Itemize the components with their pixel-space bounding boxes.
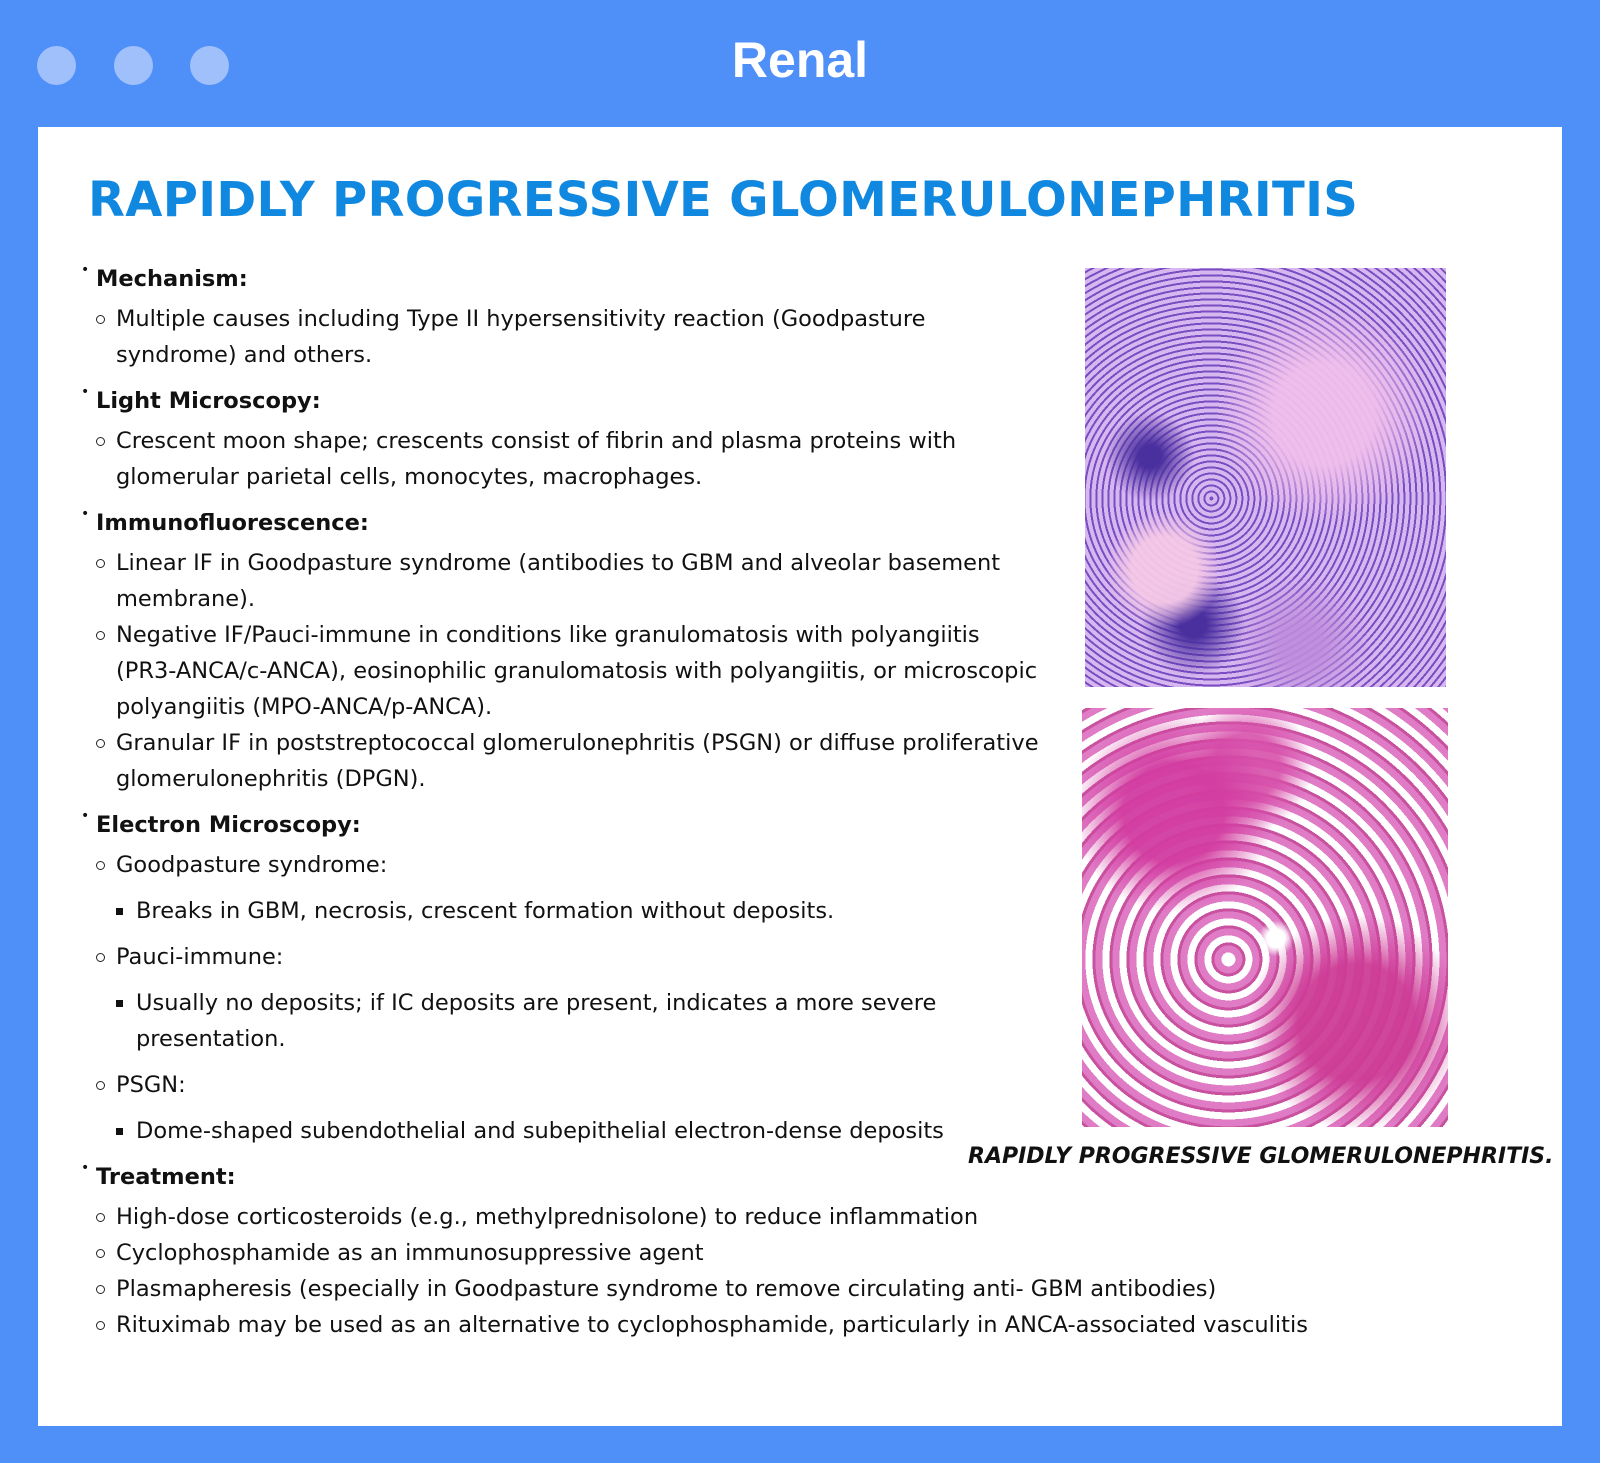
section-title: • Electron Microscopy: — [96, 812, 361, 838]
section-treatment — [78, 1157, 1518, 1343]
window-titlebar — [0, 0, 1600, 127]
list-item: Crescent moon shape; crescents consist of fibrin and plasma proteins with glomerular parietal cells, monocytes, macrophages. — [96, 423, 1046, 495]
list-item: Rituximab may be used as an alternative to cyclophosphamide, particularly in ANCA-associated vasculitis — [96, 1307, 1518, 1343]
list-item: Negative IF/Pauci-immune in conditions like granulomatosis with polyangiitis (PR3-ANCA/c-ANCA), eosinophilic granulomatosis with polyangiitis, or microscopic polyangiitis (MPO-ANCA/p-ANCA). — [96, 617, 1046, 725]
list-item: PSGN: Dome-shaped subendothelial and subepithelial electron-dense deposits — [96, 1067, 1046, 1149]
page-heading: RAPIDLY PROGRESSIVE GLOMERULONEPHRITIS — [88, 172, 1359, 228]
section-title: • Immunofluorescence: — [96, 510, 369, 536]
histology-image-purple — [1085, 268, 1446, 687]
list-item: Usually no deposits; if IC deposits are present, indicates a more severe presentation. — [116, 985, 946, 1057]
window-title: Renal — [731, 32, 869, 88]
figure-caption: RAPIDLY PROGRESSIVE GLOMERULONEPHRITIS. — [968, 1144, 1554, 1169]
list-item: Linear IF in Goodpasture syndrome (antibodies to GBM and alveolar basement membrane). — [96, 545, 1046, 617]
list-item: Breaks in GBM, necrosis, crescent formation without deposits. — [116, 893, 946, 929]
list-item: Pauci-immune: Usually no deposits; if IC deposits are present, indicates a more severe presentation. — [96, 939, 1046, 1057]
section-title: • Treatment: — [96, 1164, 236, 1190]
list-item: Cyclophosphamide as an immunosuppressive agent — [96, 1235, 1518, 1271]
list-item: High-dose corticosteroids (e.g., methylprednisolone) to reduce inflammation — [96, 1199, 1518, 1235]
list-item: Dome-shaped subendothelial and subepithelial electron-dense deposits — [116, 1113, 946, 1149]
document-content — [38, 127, 1562, 1426]
list-item: Granular IF in poststreptococcal glomerulonephritis (PSGN) or diffuse proliferative glomerulonephritis (DPGN). — [96, 725, 1046, 797]
section-title: • Mechanism: — [96, 266, 248, 292]
section-title: • Light Microscopy: — [96, 388, 321, 414]
list-item: Goodpasture syndrome: Breaks in GBM, necrosis, crescent formation without deposits. — [96, 847, 1046, 929]
list-item: Multiple causes including Type II hypersensitivity reaction (Goodpasture syndrome) and others. — [96, 301, 1046, 373]
histology-image-pink — [1082, 708, 1448, 1127]
list-item: Plasmapheresis (especially in Goodpasture syndrome to remove circulating anti- GBM antibodies) — [96, 1271, 1518, 1307]
